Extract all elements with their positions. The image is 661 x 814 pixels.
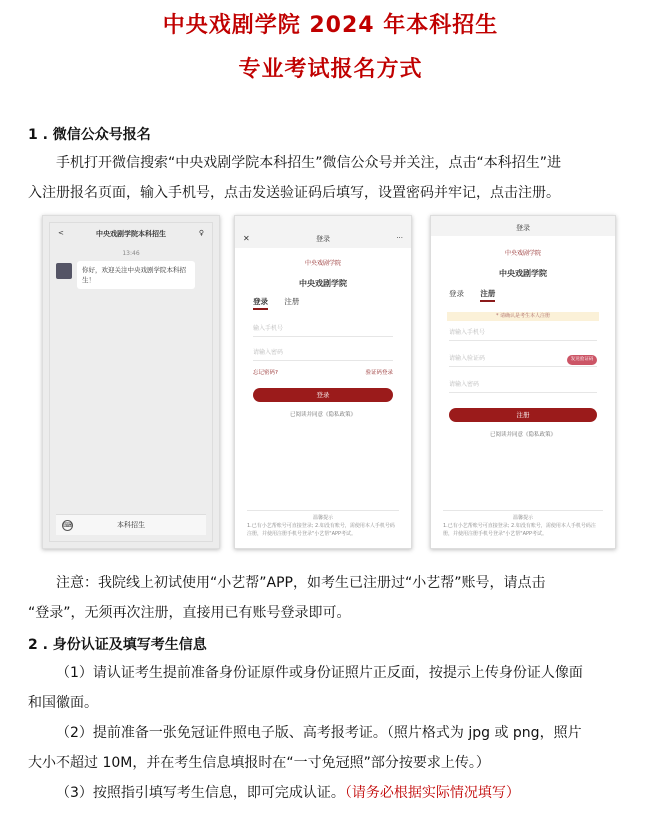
profile-icon: ♀ [198,229,204,237]
wechat-menu [56,514,206,535]
screenshots-row [42,215,616,547]
school-name: 中央戏剧学院 [299,279,347,288]
wechat-titlebar [50,229,212,239]
avatar [56,263,72,279]
login-topbar [235,216,411,248]
school-logo: 中央戏剧学院 [304,260,341,267]
school-logo: 中央戏剧学院 [504,250,541,257]
notice-line2: “登录”，无须再次注册，直接用已有账号登录即可。 [28,605,351,621]
section1-para-line1: 手机打开微信搜索“中央戏剧学院本科招生”微信公众号并关注，点击“本科招生”进 [56,155,562,171]
section1-heading: 1 . 微信公众号报名 [28,127,151,143]
item3-text: （3）按照指引填写考生信息，即可完成认证。 [56,785,345,801]
register-topbar [431,216,615,236]
item1-line1: （1）请认证考生提前准备身份证原件或身份证照片正反面，按提示上传身份证人像面 [56,665,583,681]
tips-title: 温馨提示 [312,515,333,521]
phone-field: 输入手机号 [253,322,393,337]
register-screenshot [430,215,616,549]
register-button: 注册 [449,408,597,422]
item1-line2: 和国徽面。 [28,695,98,711]
item2-line2: 大小不超过 10M，并在考生信息填报时在“一寸免冠照”部分按要求上传。） [28,755,490,771]
forgot-link: 忘记密码? [253,370,278,376]
send-code-button: 发送验证码 [567,355,597,365]
more-icon: ··· [396,234,403,242]
tips-title: 温馨提示 [512,515,533,521]
tab-register: 注册 [284,297,300,306]
keyboard-icon: ⌨ [63,522,72,529]
wechat-chat [49,222,213,542]
register-page-title: 登录 [516,224,530,232]
item3-red-note: （请务必根据实际情况填写） [344,785,520,801]
tips-body: 1.已有小艺帮账号可直接登录; 2.如没有账号，需使用本人手机号码注册，并使用注册手机号登录"小艺帮"APP考试。 [247,523,395,537]
tips-box [247,510,399,538]
tips-box [443,510,603,538]
privacy-agree: 已阅读并同意《隐私政策》 [489,432,556,438]
close-icon: ✕ [243,234,250,243]
login-tabs [253,296,313,307]
register-notice: * 请确认是考生本人注册 [447,312,599,321]
school-name: 中央戏剧学院 [499,269,547,278]
section1-para-line2: 入注册报名页面，输入手机号，点击发送验证码后填写，设置密码并牢记，点击注册。 [28,185,560,201]
login-page-title: 登录 [316,235,330,243]
item2-line1: （2）提前准备一张免冠证件照电子版、高考报考证。（照片格式为 jpg 或 png，照片 [56,725,582,741]
register-tabs [449,288,509,299]
page-subtitle: 专业考试报名方式 [238,57,423,82]
menu-item-undergrad: 本科招生 [117,521,145,529]
notice-line1: 注意：我院线上初试使用“小艺帮”APP，如考生已注册过“小艺帮”账号，请点击 [56,575,546,591]
phone-field: 请输入手机号 [449,326,597,341]
wechat-title: 中央戏剧学院本科招生 [96,230,166,238]
item3-line [28,778,638,808]
password-field: 请输入密码 [253,346,393,361]
tab-login: 登录 [253,297,268,310]
section2-heading: 2 . 身份认证及填写考生信息 [28,637,207,653]
chat-bubble: 你好，欢迎关注中央戏剧学院本科招生！ [77,261,195,289]
login-button: 登录 [253,388,393,402]
password-field: 请输入密码 [449,378,597,393]
code-login-link: 验证码登录 [365,370,393,376]
page-title: 中央戏剧学院 2024 年本科招生 [162,13,499,38]
code-field: 请输入验证码 [449,352,597,367]
wechat-screenshot [42,215,220,549]
tab-login: 登录 [449,289,464,298]
tips-body: 1.已有小艺帮账号可直接登录; 2.如没有账号，需使用本人手机号码注册，并使用注册手机号登录"小艺帮"APP考试。 [443,523,596,537]
tab-register: 注册 [480,289,495,302]
back-icon: < [58,229,64,237]
privacy-agree: 已阅读并同意《隐私政策》 [289,412,356,418]
chat-time: 13:46 [122,250,140,257]
login-screenshot [234,215,412,549]
